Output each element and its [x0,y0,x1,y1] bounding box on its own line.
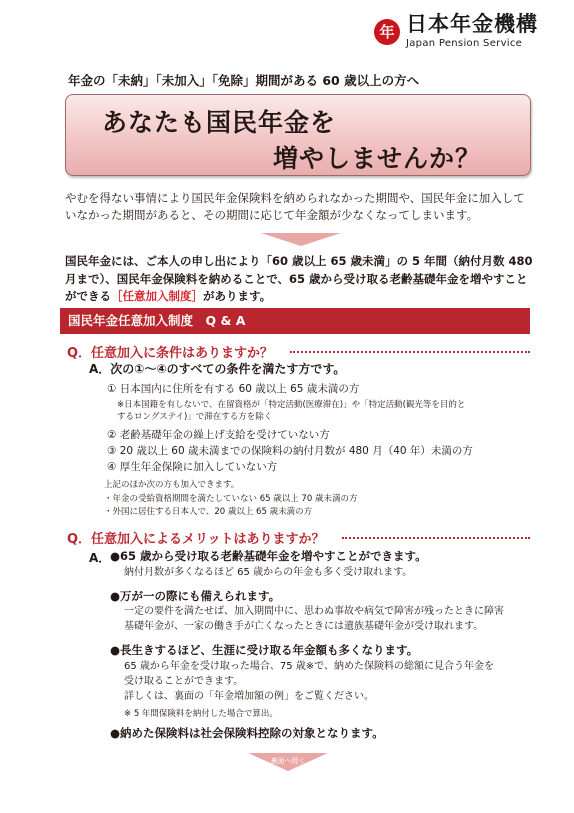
lead-paragraph [65,253,535,306]
q1-dotted-divider [290,351,530,353]
benefit-2-title: ●万が一の際にも備えられます。 [110,589,281,603]
benefit-2-body-line-2: 基礎年金が、一家の働き手が亡くなったときには遺族基礎年金が受け取れます。 [124,621,484,632]
q1-also-item-2: ・外国に居住する日本人で、20 歳以上 65 歳未満の方 [104,507,313,517]
q1-answer: A．次の①～④のすべての条件を満たす方です。 [89,362,346,376]
benefit-3-note: ※ 5 年間保険料を納付した場合で算出。 [124,709,278,719]
benefit-3-title: ●長生きするほど、生涯に受け取る年金額も多くなります。 [110,643,419,657]
q1-condition-4: ④ 厚生年金保険に加入していない方 [107,461,278,473]
benefit-3-body-line-3: 詳しくは、裏面の「年金増加額の例」をご覧ください。 [124,691,374,702]
q1-condition-1-note-line-1: ※日本国籍を有しないで、在留資格が「特定活動(医療滞在)」や「特定活動(観光等を目的と [117,400,466,410]
org-logo [374,14,538,49]
lead-text-2: があります。 [203,289,272,303]
title-line-2: 増やしませんか？ [273,144,482,173]
q1-also-intro: 上記のほか次の方も加入できます。 [104,480,240,490]
q1-question: Q．任意加入に条件はありますか？ [67,346,274,361]
benefit-3-body-line-2: 受け取ることができます。 [124,676,244,687]
org-name-en: Japan Pension Service [406,38,523,49]
benefit-3-body-line-1: 65 歳から年金を受け取った場合、75 歳※で、納めた保険料の総額に見合う年金を [124,661,494,672]
q1-condition-1: ① 日本国内に住所を有する 60 歳以上 65 歳未満の方 [107,383,360,395]
q1-also-item-1: ・年金の受給資格期間を満たしていない 65 歳以上 70 歳未満の方 [104,494,358,504]
q1-condition-2: ② 老齢基礎年金の繰上げ支給を受けていない方 [107,429,330,441]
continue-arrow [248,753,328,771]
kicker-text: 年金の「未納」「未加入」「免除」期間がある 60 歳以上の方へ [68,73,420,88]
org-name-jp: 日本年金機構 [406,12,538,36]
continue-label: 裏面へ続く [270,757,306,765]
lead-highlight: ［任意加入制度］ [111,289,203,303]
q2-dotted-divider [342,537,530,539]
org-logo-icon: 年 [374,19,400,45]
title-line-1: あなたも国民年金を [102,108,337,137]
intro-paragraph: やむを得ない事情により国民年金保険料を納められなかった期間や、国民年金に加入していなかった期間があると、その期間に応じて年金額が少なくなってしまいます。 [65,191,525,222]
benefit-1-body: 納付月数が多くなるほど 65 歳からの年金も多く受け取れます。 [124,567,413,578]
benefit-1-title: ●65 歳から受け取る老齢基礎年金を増やすことができます。 [110,549,427,563]
down-arrow-icon [261,233,341,246]
benefit-2-body-line-1: 一定の要件を満たせば、加入期間中に、思わぬ事故や病気で障害が残ったときに障害 [124,606,504,617]
lead-text-1: 国民年金には、ご本人の申し出により「60 歳以上 65 歳未満」の 5 年間（納付月数 480 月まで）、国民年金保険料を納めることで、65 歳から受け取る老齢基礎年金を増やすことができる [65,254,533,303]
benefit-4-title: ●納めた保険料は社会保険料控除の対象となります。 [110,726,384,740]
section-title: 国民年金任意加入制度 Q & A [60,308,530,334]
title-banner [65,94,531,176]
q1-condition-1-note-line-2: するロングステイ)」で滞在する方を除く [117,412,273,422]
q2-answer-prefix: A． [89,551,111,565]
q1-condition-3: ③ 20 歳以上 60 歳未満までの保険料の納付月数が 480 月（40 年）未満の方 [107,445,473,457]
q2-question: Q．任意加入によるメリットはありますか？ [67,532,325,547]
